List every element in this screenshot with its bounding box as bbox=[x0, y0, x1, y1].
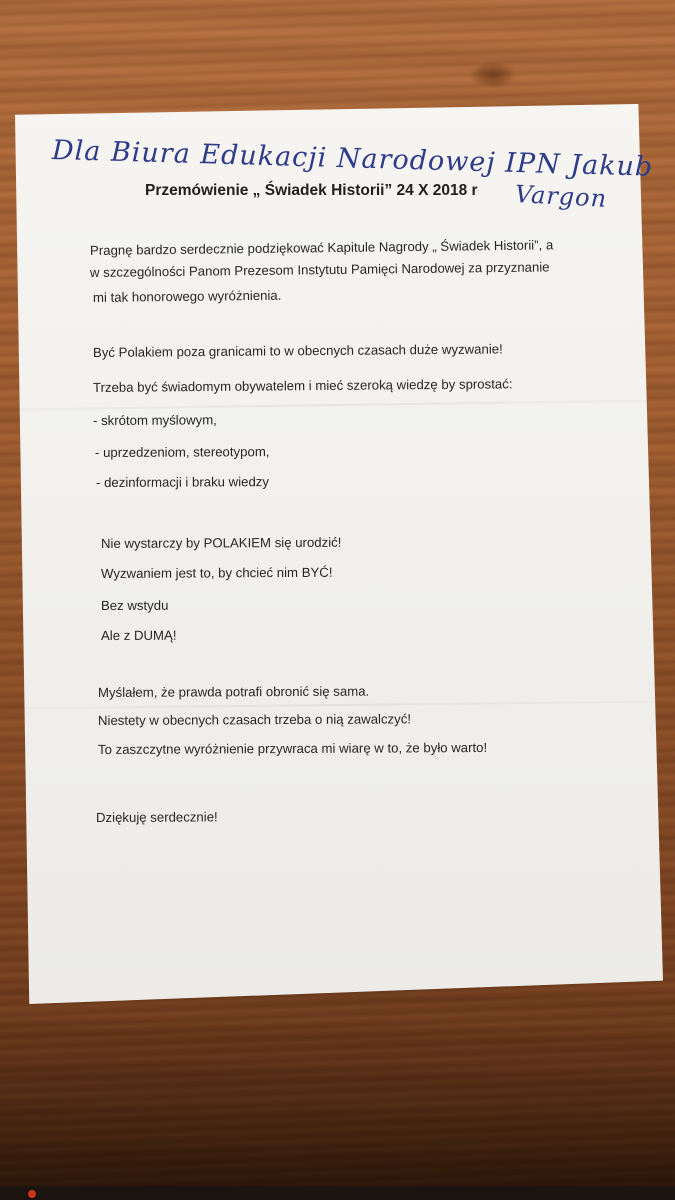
paragraph-3-line-1: Nie wystarczy by POLAKIEM się urodzić! bbox=[100, 534, 342, 551]
paragraph-1-line-3: mi tak honorowego wyróżnienia. bbox=[92, 287, 282, 305]
paragraph-1-line-1: Pragnę bardzo serdecznie podziękować Kapitule Nagrody „ Świadek Historii”, a bbox=[89, 237, 554, 258]
paragraph-2-line-2: Trzeba być świadomym obywatelem i mieć szeroką wiedzę by sprostać: bbox=[92, 376, 513, 395]
paragraph-4-line-3: To zaszczytne wyróżnienie przywraca mi wiarę w to, że było warto! bbox=[97, 739, 488, 757]
red-dot-marker bbox=[28, 1190, 36, 1198]
paragraph-1-line-2: w szczególności Panom Prezesom Instytutu Pamięci Narodowej za przyznanie bbox=[89, 259, 550, 280]
speech-title: Przemówienie „ Świadek Historii” 24 X 2018 r bbox=[145, 182, 478, 199]
list-item: - dezinformacji i braku wiedzy bbox=[95, 474, 270, 490]
paragraph-4-line-2: Niestety w obecnych czasach trzeba o nią zawalczyć! bbox=[97, 711, 412, 728]
handwritten-dedication: Dla Biura Edukacji Narodowej IPN Jakub bbox=[51, 135, 654, 183]
paragraph-4-line-1: Myślałem, że prawda potrafi obronić się sama. bbox=[97, 683, 370, 700]
paper-fold-line bbox=[15, 701, 663, 710]
closing-thanks: Dziękuję serdecznie! bbox=[95, 809, 218, 825]
list-item: - skrótom myślowym, bbox=[92, 412, 217, 428]
handwritten-signature-name: Vargon bbox=[514, 180, 608, 213]
paper-fold-line bbox=[15, 399, 663, 410]
paragraph-3-line-3: Bez wstydu bbox=[100, 597, 169, 613]
paragraph-3-line-4: Ale z DUMĄ! bbox=[100, 627, 177, 643]
photo-bottom-edge bbox=[0, 1186, 675, 1200]
paragraph-3-line-2: Wyzwaniem jest to, by chcieć nim BYĆ! bbox=[100, 564, 333, 581]
table-shadow bbox=[0, 1010, 675, 1200]
wood-knot bbox=[470, 62, 516, 88]
list-item: - uprzedzeniom, stereotypom, bbox=[94, 444, 270, 460]
paragraph-2-line-1: Być Polakiem poza granicami to w obecnych czasach duże wyzwanie! bbox=[92, 341, 503, 360]
